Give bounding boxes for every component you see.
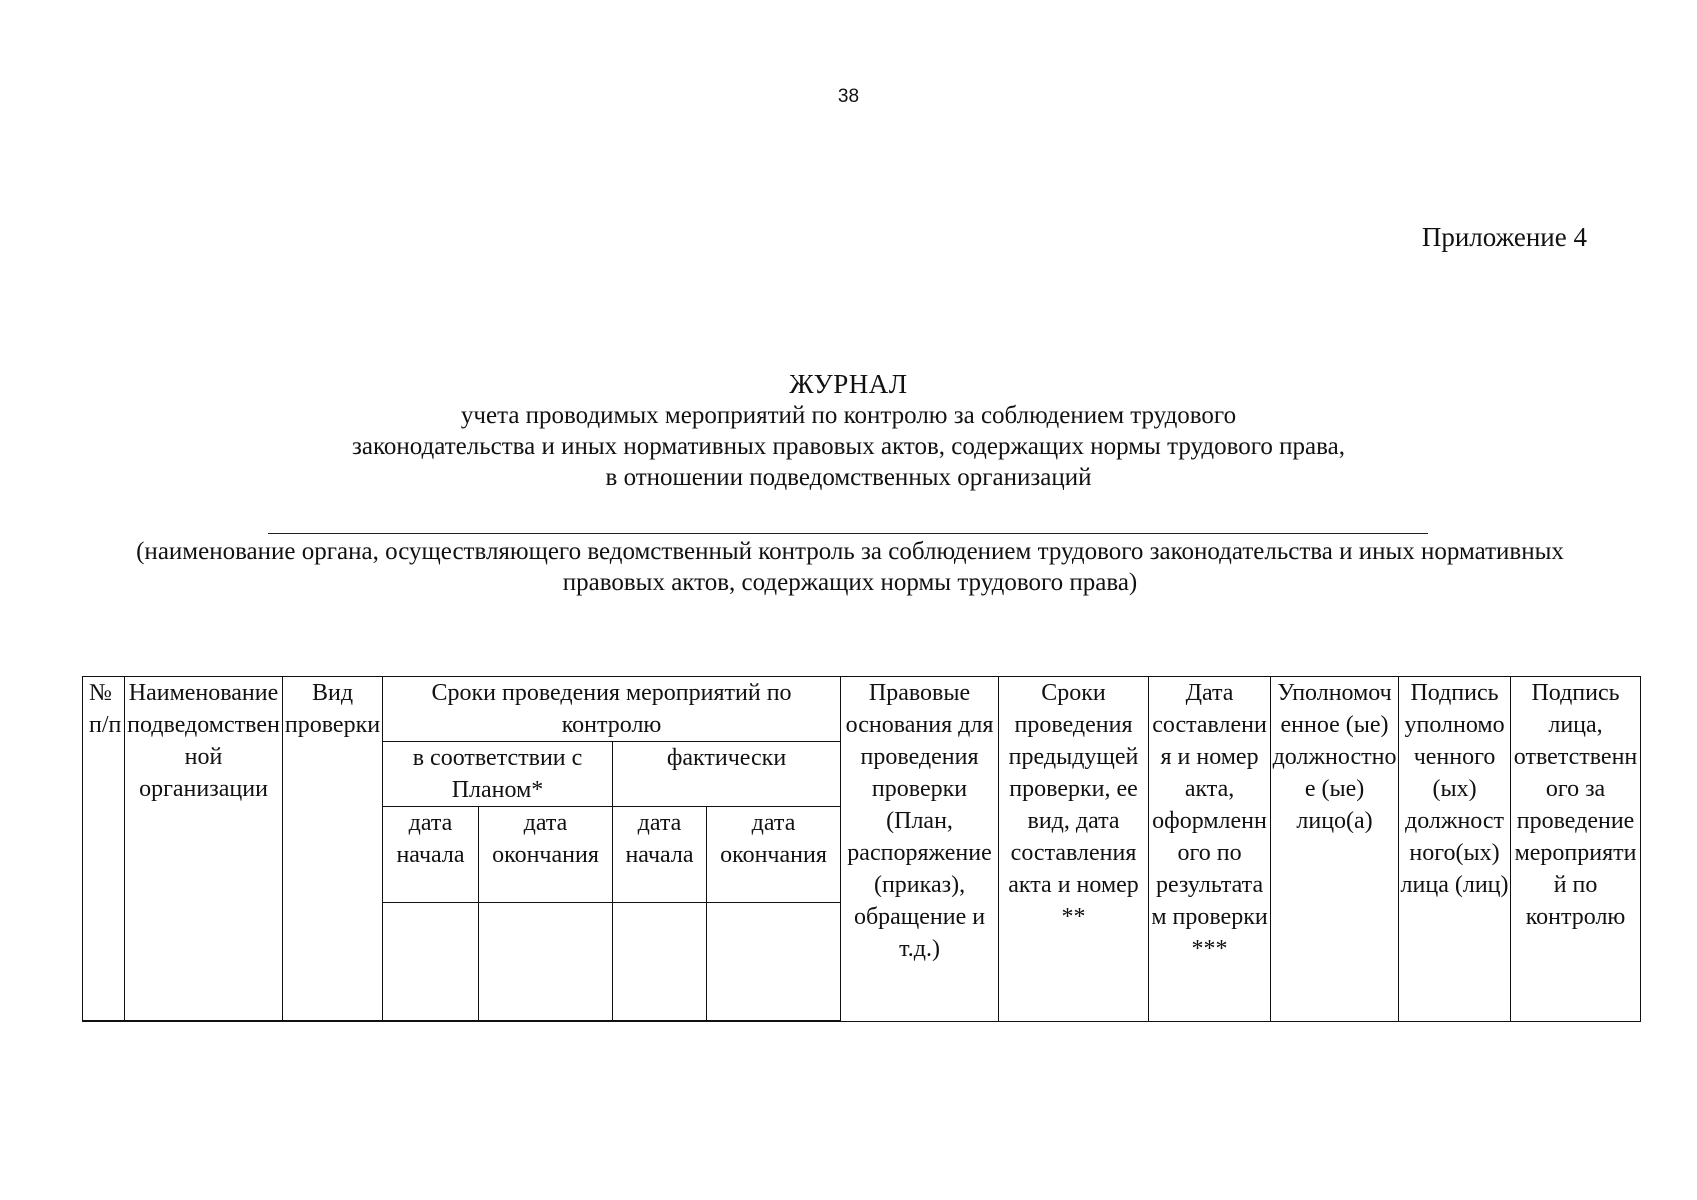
cell-inspection-type [283, 1021, 383, 1022]
title-main: ЖУРНАЛ [789, 369, 908, 399]
header-actual-start-date: дата начала [613, 807, 707, 903]
cell-org-name [125, 1021, 283, 1022]
header-plan-end-date: дата окончания [479, 807, 613, 903]
appendix-label: Приложение 4 [1421, 222, 1587, 252]
header-inspection-type: Вид проверки [283, 677, 383, 1021]
header-officials-signature: Подпись уполномоченного (ых) должностного(ых) лица (лиц) [1399, 677, 1511, 1022]
org-name-blank-line [268, 533, 1428, 534]
header-authorized-officials: Уполномоченное (ые) должностное (ые) лицо(а) [1271, 677, 1399, 1022]
cell-actual-end-date [707, 903, 841, 1021]
header-number: № п/п [83, 677, 125, 1021]
header-act-date-number: Дата составления и номер акта, оформленного по результатам проверки *** [1149, 677, 1271, 1022]
cell-number [83, 1021, 125, 1022]
header-per-plan: в соответствии с Планом* [383, 742, 613, 807]
title-line-1: учета проводимых мероприятий по контролю за соблюдением трудового [460, 402, 1237, 429]
header-actual-end-date: дата окончания [707, 807, 841, 903]
cell-actual-start-date-ext [613, 1021, 707, 1022]
header-org-name: Наименование подведомствен ной организации [125, 677, 283, 1021]
cell-plan-end-date [479, 903, 613, 1021]
header-control-terms: Сроки проведения мероприятий по контролю [383, 677, 841, 742]
header-plan-start-date: дата начала [383, 807, 479, 903]
header-previous-inspection: Сроки проведения предыдущей проверки, ее вид, дата составления акта и номер ** [999, 677, 1149, 1022]
header-actual: фактически [613, 742, 841, 807]
cell-actual-end-date-ext [707, 1021, 841, 1022]
cell-plan-start-date-ext [383, 1021, 479, 1022]
org-caption-line-2: правовых актов, содержащих нормы трудового права) [562, 569, 1138, 596]
cell-plan-start-date [383, 903, 479, 1021]
title-line-3: в отношении подведомственных организаций [605, 464, 1092, 491]
org-caption-line-1: (наименование органа, осуществляющего ведомственный контроль за соблюдением трудового законодательства и иных нормативных [136, 538, 1564, 565]
header-responsible-signature: Подпись лица, ответственного за проведение мероприятий по контролю [1511, 677, 1641, 1022]
page-number: 38 [837, 86, 860, 107]
title-line-2: законодательства и иных нормативных правовых актов, содержащих нормы трудового права, [352, 433, 1345, 460]
journal-table [82, 676, 1641, 1022]
cell-plan-end-date-ext [479, 1021, 613, 1022]
document-title [0, 368, 1697, 493]
org-name-caption [80, 536, 1620, 598]
header-legal-basis: Правовые основания для проведения проверки (План, распоряжение (приказ), обращение и т.д.) [841, 677, 999, 1022]
cell-actual-start-date [613, 903, 707, 1021]
